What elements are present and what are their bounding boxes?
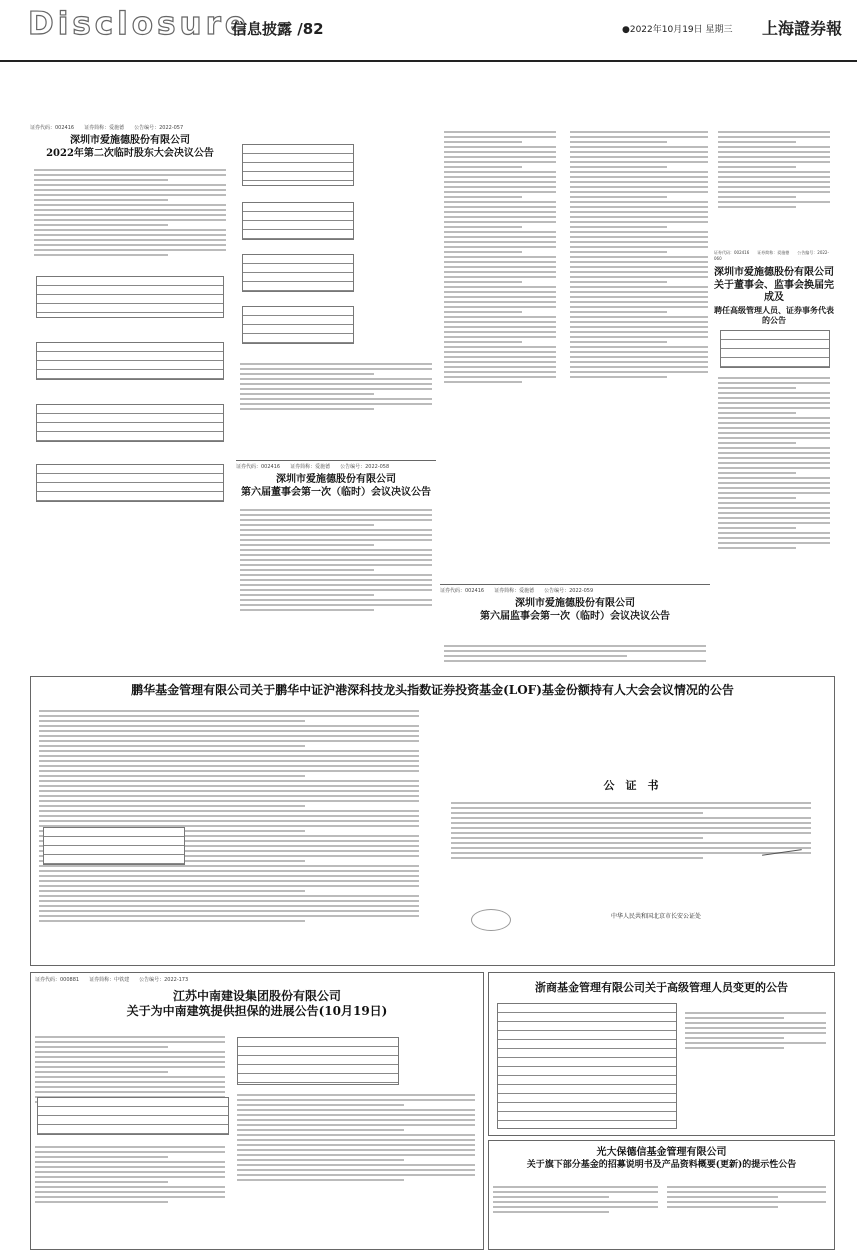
column-text bbox=[714, 124, 834, 244]
aishi-meeting-notice bbox=[30, 124, 230, 520]
penghua-notice bbox=[30, 676, 835, 966]
personnel-change-table bbox=[497, 1003, 677, 1129]
body-text bbox=[240, 360, 432, 413]
body-text bbox=[34, 166, 226, 259]
vote-table bbox=[242, 254, 354, 292]
zheshang-notice bbox=[488, 972, 835, 1136]
aishi-supervisory-notice bbox=[440, 584, 710, 670]
finance-table bbox=[237, 1037, 399, 1085]
body-text bbox=[570, 128, 708, 381]
notice-meta: 证券代码：002416 证券简称：爱施德 公告编号：2022-057 bbox=[30, 125, 184, 131]
body-text bbox=[39, 707, 419, 925]
body-text bbox=[35, 1033, 225, 1106]
body-text bbox=[444, 128, 556, 386]
guarantee-table bbox=[37, 1097, 229, 1135]
aishi-election-notice bbox=[714, 250, 834, 670]
brand-logo: Disclosure bbox=[28, 6, 250, 42]
body-text bbox=[493, 1183, 658, 1216]
newspaper-name: 上海證券報 bbox=[762, 19, 843, 38]
body-text bbox=[667, 1183, 826, 1211]
aishi-meeting-continued bbox=[236, 124, 436, 460]
body-text bbox=[444, 642, 706, 665]
notary-certificate bbox=[431, 703, 831, 953]
aishi-board-continued bbox=[440, 124, 560, 584]
everbright-notice bbox=[488, 1140, 835, 1250]
body-text bbox=[685, 1009, 826, 1052]
notary-seal-icon bbox=[471, 909, 511, 931]
notice-meta: 证券代码：000881 证券简称：中铁建 公告编号：2022-173 bbox=[35, 977, 189, 983]
notice-meta: 证券代码：002416 证券简称：爱施德 公告编号：2022-060 bbox=[714, 250, 829, 261]
personnel-table bbox=[720, 330, 830, 368]
masthead bbox=[0, 0, 857, 62]
body-text bbox=[718, 128, 830, 211]
body-text bbox=[240, 506, 432, 614]
notary-office: 中华人民共和国北京市长安公证处 bbox=[611, 913, 702, 920]
body-text bbox=[718, 374, 830, 552]
vote-table bbox=[242, 202, 354, 240]
notice-title: 深圳市爱施德股份有限公司 第六届监事会第一次（临时）会议决议公告 bbox=[480, 598, 670, 622]
notice-title: 鹏华基金管理有限公司关于鹏华中证沪港深科技龙头指数证券投资基金(LOF)基金份额持有人大会会议情况的公告 bbox=[131, 683, 734, 697]
vote-table bbox=[36, 276, 224, 318]
aishi-board-notice bbox=[236, 460, 436, 670]
vote-table bbox=[36, 404, 224, 442]
vote-table bbox=[36, 342, 224, 380]
ballot-table bbox=[43, 827, 185, 865]
vote-table bbox=[242, 144, 354, 186]
notice-title: 浙商基金管理有限公司关于高级管理人员变更的公告 bbox=[535, 981, 788, 994]
issue-date: ●2022年10月19日 星期三 bbox=[622, 25, 733, 35]
notice-title: 光大保德信基金管理有限公司 关于旗下部分基金的招募说明书及产品资料概要(更新)的提示性公告 bbox=[526, 1147, 797, 1170]
notary-heading: 公 证 书 bbox=[603, 779, 659, 792]
certificate-text bbox=[451, 799, 811, 862]
body-text bbox=[237, 1091, 475, 1184]
notice-meta: 证券代码：002416 证券简称：爱施德 公告编号：2022-059 bbox=[440, 588, 594, 594]
section-title: 信息披露 /82 bbox=[232, 20, 324, 38]
csci-guarantee-notice bbox=[30, 972, 484, 1250]
notice-title: 深圳市爱施德股份有限公司 关于董事会、监事会换届完成及 聘任高级管理人员、证券事务代表的公告 bbox=[714, 267, 834, 325]
body-text bbox=[35, 1143, 225, 1206]
notice-meta: 证券代码：002416 证券简称：爱施德 公告编号：2022-058 bbox=[236, 464, 390, 470]
aishi-supervisory-continued bbox=[566, 124, 712, 574]
vote-table bbox=[242, 306, 354, 344]
vote-table bbox=[36, 464, 224, 502]
notice-title: 深圳市爱施德股份有限公司 2022年第二次临时股东大会决议公告 bbox=[46, 135, 214, 159]
notice-title: 深圳市爱施德股份有限公司 第六届董事会第一次（临时）会议决议公告 bbox=[241, 474, 431, 498]
notice-title: 江苏中南建设集团股份有限公司 关于为中南建筑提供担保的进展公告(10月19日) bbox=[126, 989, 388, 1018]
